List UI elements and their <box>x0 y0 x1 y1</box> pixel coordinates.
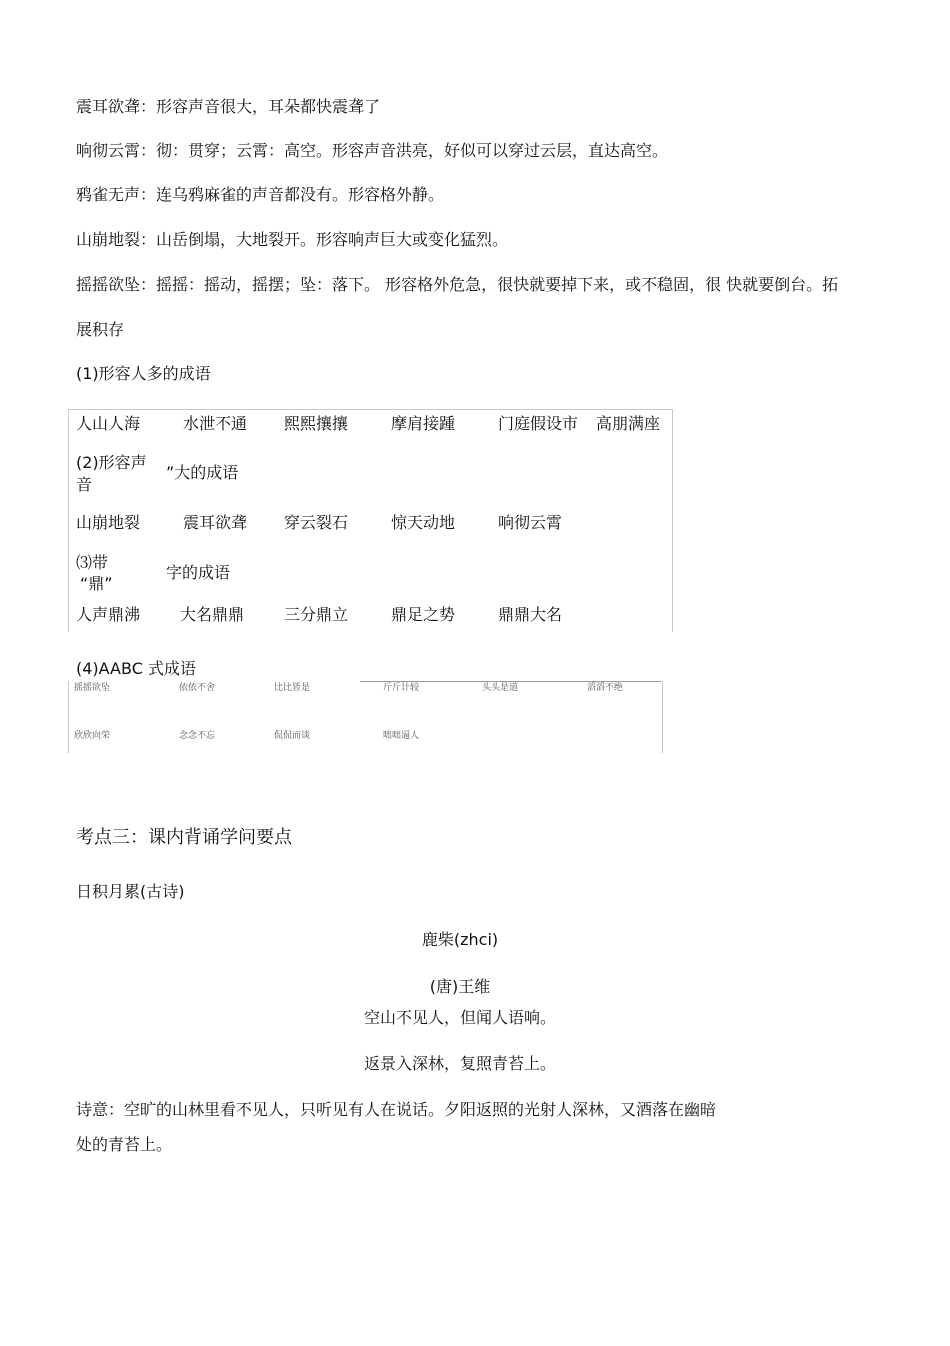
section-3-label-a: ⑶带 <box>76 553 109 572</box>
idiom-cell-small: 念念不忘 <box>179 731 216 741</box>
idiom-cell: 穿云裂石 <box>284 513 349 532</box>
section-3-label-c: 字的成语 <box>166 563 231 582</box>
section-1-label: (1)形容人多的成语 <box>76 364 211 383</box>
idiom-cell: 鼎鼎大名 <box>498 605 563 624</box>
section-3-label-b: “鼎” <box>80 574 113 593</box>
section-2-label-c: ”大的成语 <box>166 463 239 482</box>
definition-3: 鸦雀无声：连乌鸦麻雀的声音都没有。形容格外静。 <box>76 185 445 204</box>
idiom-cell: 三分鼎立 <box>284 605 349 624</box>
idiom-cell-small: 依依不舍 <box>179 683 216 693</box>
idiom-cell-small: 咄咄逼人 <box>383 731 420 741</box>
idiom-cell-small: 侃侃而谈 <box>274 731 311 741</box>
section-2-label-b: 音 <box>76 475 93 494</box>
poem-line-1: 空山不见人，但闻人语响。 <box>363 1008 556 1027</box>
definition-5: 摇摇欲坠：摇摇：摇动，摇摆；坠：落下。 形容格外危急，很快就要掉下来，或不稳固，很 快就要倒台。拓 <box>76 275 839 294</box>
idiom-cell-small: 头头是道 <box>482 683 519 693</box>
definition-1: 震耳欲聋：形容声音很大，耳朵都快震聋了 <box>76 97 381 116</box>
idiom-cell: 熙熙攘攘 <box>284 414 349 433</box>
section-2-label-a: (2)形容声 <box>76 453 147 472</box>
idiom-cell: 鼎足之势 <box>391 605 456 624</box>
idiom-cell: 人声鼎沸 <box>76 605 141 624</box>
idiom-cell-small: 滔滔不绝 <box>587 683 624 693</box>
idiom-table-1 <box>68 409 673 632</box>
definition-2: 响彻云霄：彻：贯穿；云霄：高空。形容声音洪亮，好似可以穿过云层，直达高空。 <box>76 141 669 160</box>
poem-line-2: 返景入深林，复照青苔上。 <box>363 1054 556 1073</box>
idiom-cell: 水泄不通 <box>183 414 248 433</box>
idiom-cell: 震耳欲聋 <box>183 513 248 532</box>
idiom-cell: 人山人海 <box>76 414 141 433</box>
idiom-cell: 高朋满座 <box>596 414 661 433</box>
idiom-cell-small: 欣欣向荣 <box>74 731 111 741</box>
idiom-cell: 响彻云霄 <box>498 513 563 532</box>
definition-4: 山崩地裂：山岳倒塌，大地裂开。形容响声巨大或变化猛烈。 <box>76 230 509 249</box>
idiom-cell: 惊天动地 <box>391 513 456 532</box>
idiom-cell: 摩肩接踵 <box>391 414 456 433</box>
poem-meaning-1: 诗意：空旷的山林里看不见人，只听见有人在说话。夕阳返照的光射人深林，又酒落在幽暗 <box>76 1100 717 1119</box>
subheading: 日积月累(古诗) <box>76 882 185 901</box>
section-4-label: (4)AABC 式成语 <box>76 659 196 678</box>
idiom-cell: 大名鼎鼎 <box>180 605 245 624</box>
idiom-cell-small: 摇摇欲坠 <box>74 683 111 693</box>
poem-author: (唐)王维 <box>429 977 491 996</box>
poem-meaning-2: 处的青苔上。 <box>76 1135 173 1154</box>
poem-title: 鹿柴(zhci) <box>421 930 499 949</box>
idiom-cell: 门庭假设市 <box>498 414 579 433</box>
idiom-table-2 <box>68 681 663 753</box>
section-heading: 考点三：课内背诵学问要点 <box>76 827 292 848</box>
idiom-cell-small: 比比皆是 <box>274 683 311 693</box>
idiom-cell-small: 斤斤计较 <box>383 683 420 693</box>
idiom-cell: 山崩地裂 <box>76 513 141 532</box>
definition-5-cont: 展积存 <box>76 320 125 339</box>
